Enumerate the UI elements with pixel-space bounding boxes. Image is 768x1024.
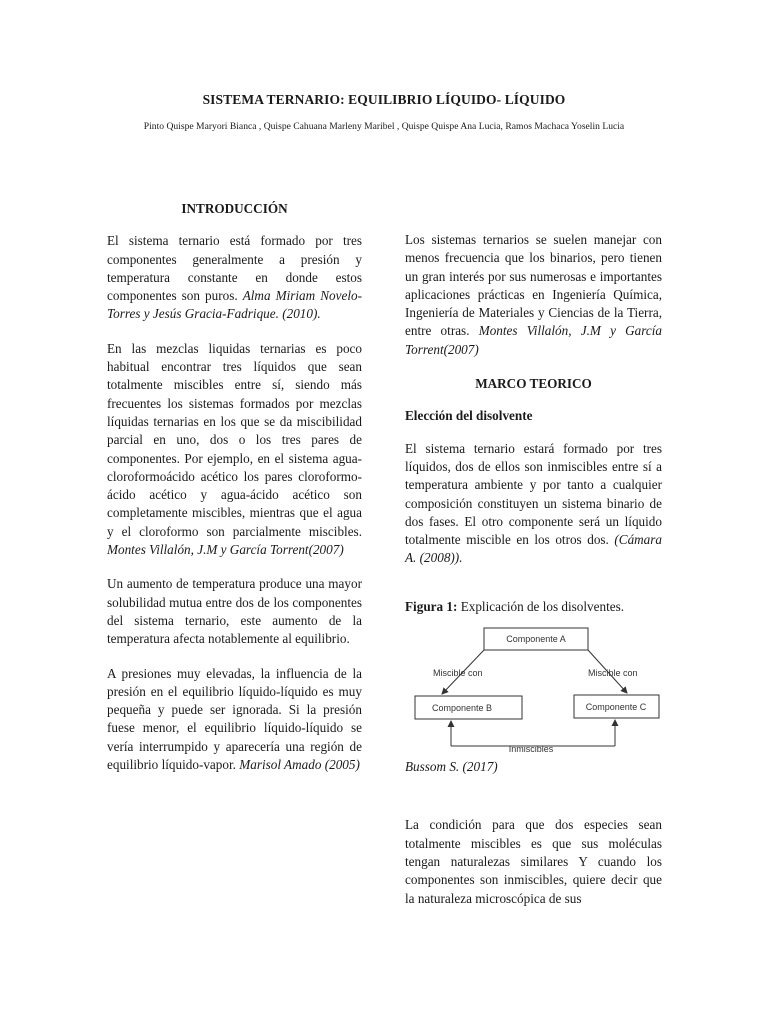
subsection-heading: Elección del disolvente — [405, 408, 533, 424]
paragraph — [107, 575, 362, 648]
paragraph — [405, 231, 662, 359]
paragraph-text: Los sistemas ternarios se suelen manejar con menos frecuencia que los binarios, pero tienen un gran interés por sus numerosas e importantes aplicaciones prácticas en Ingeniería Química, Ingeniería de Materiales y Ciencias de la Tierra, entre otras. — [405, 232, 662, 339]
paragraph — [107, 665, 362, 775]
node-label-c: Componente C — [585, 702, 647, 713]
paragraph — [405, 440, 662, 568]
paragraph — [107, 232, 362, 323]
edge-label-bottom: Inmiscibles — [508, 744, 554, 755]
paragraph-text: A presiones muy elevadas, la influencia de la presión en el equilibrio líquido-líquido es muy pequeña y puede ser ignorada. Si la presión fuese menor, el equilibrio líquido-líquido se vería interrumpido y aparecería una región de equilibrio líquido-vapor. — [107, 665, 362, 773]
figure-source: Bussom S. (2017) — [405, 759, 498, 775]
author-list: Pinto Quispe Maryori Bianca , Quispe Cahuana Marleny Maribel , Quispe Quispe Ana Lucia, Ramos Machaca Yoselin Lucia — [143, 121, 625, 132]
figure-label: Figura 1: — [405, 598, 458, 614]
node-label-a: Componente A — [506, 634, 566, 645]
paragraph-text: La condición para que dos especies sean totalmente miscibles es que sus moléculas tengan naturalezas similares Y cuando los componentes son inmiscibles, quiere decir que la naturaleza microscópica de sus — [405, 817, 662, 906]
left-column — [107, 200, 362, 790]
solvent-diagram — [405, 626, 662, 754]
edge-label-left: Miscible con — [433, 668, 483, 679]
figure-caption — [405, 598, 662, 616]
paragraph-text: Un aumento de temperatura produce una mayor solubilidad mutua entre dos de los componentes del sistema ternario, este aumento de la temperatura afecta notablemente al equilibrio. — [107, 576, 362, 647]
right-column — [405, 200, 662, 924]
citation: Marisol Amado (2005) — [239, 757, 360, 773]
figure-caption-text: Explicación de los disolventes. — [457, 598, 625, 614]
paragraph-text: El sistema ternario está formado por tres componentes generalmente a presión y temperatura constante en donde estos componentes son puros. — [107, 233, 362, 304]
citation: (Cámara A. (2008)). — [405, 532, 662, 566]
paragraph — [107, 340, 362, 560]
paragraph-text: El sistema ternario estará formado por tres líquidos, dos de ellos son inmiscibles entre sí a temperatura ambiente y por tanto a cualquier composición constituyen un sistema binario de dos fases. El otro componente será un líquido totalmente miscible en los otros dos. — [405, 440, 662, 548]
edge-label-right: Miscible con — [588, 668, 638, 679]
node-label-b: Componente B — [431, 703, 493, 714]
section-heading-introduccion: INTRODUCCIÓN — [181, 201, 288, 216]
citation: Montes Villalón, J.M y García Torrent(2007) — [405, 323, 662, 357]
paper-title: SISTEMA TERNARIO: EQUILIBRIO LÍQUIDO- LÍQUIDO — [202, 92, 566, 107]
citation: Alma Miriam Novelo-Torres y Jesús Gracia-Fadrique. (2010). — [107, 288, 362, 322]
section-heading-marco-teorico: MARCO TEORICO — [475, 376, 592, 392]
paragraph-text: En las mezclas liquidas ternarias es poco habitual encontrar tres líquidos que sean totalmente miscibles entre sí, siendo más frecuentes los sistemas formados por mezclas líquidas ternarias en los que se da miscibilidad parcial en uno, dos o los tres pares de componentes. Por ejemplo, en el sistema agua-cloroformoácido acético los pares cloroformo-ácido acético y agua-ácido acético son completamente miscibles, mientras que el agua y el cloroformo son parcialmente miscibles. — [107, 340, 362, 539]
paragraph — [405, 816, 662, 907]
citation: Montes Villalón, J.M y García Torrent(2007) — [107, 542, 344, 558]
